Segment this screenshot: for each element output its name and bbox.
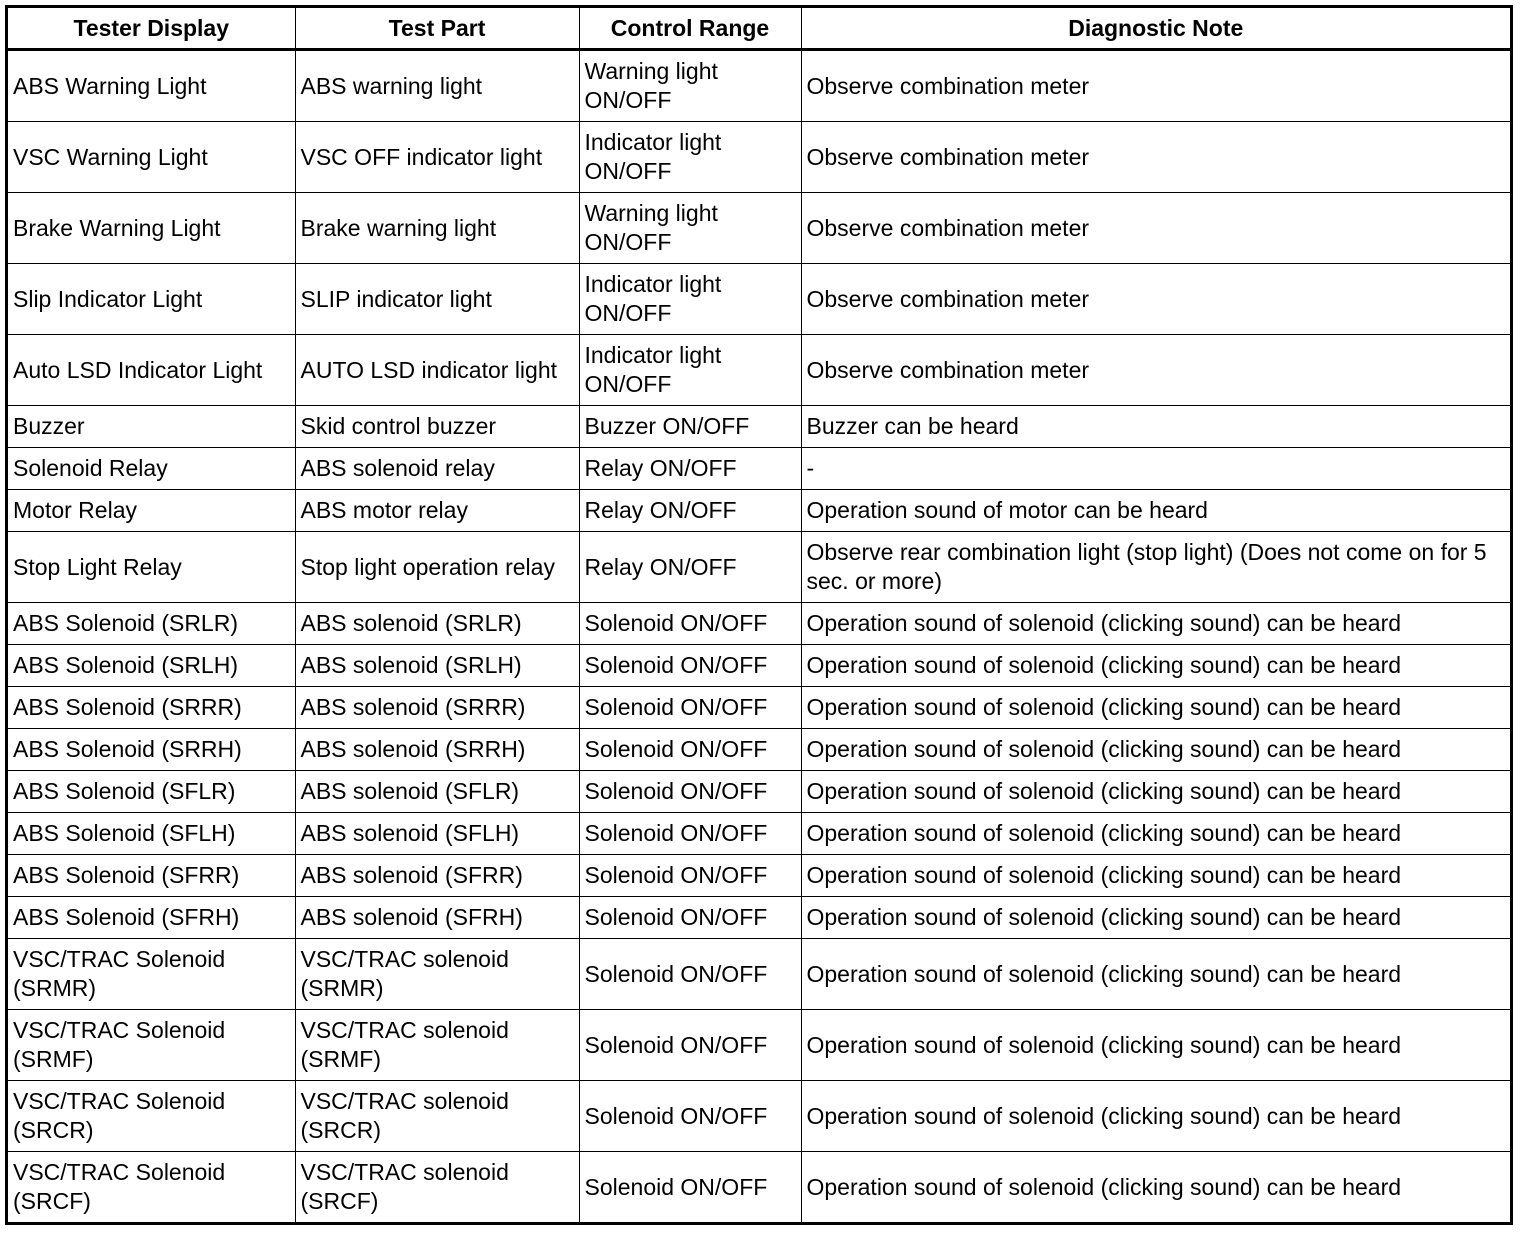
cell-control-range: Warning light ON/OFF (579, 193, 801, 264)
cell-tester-display: Stop Light Relay (8, 532, 295, 603)
cell-tester-display: Buzzer (8, 406, 295, 448)
cell-control-range: Buzzer ON/OFF (579, 406, 801, 448)
cell-tester-display: ABS Solenoid (SRLH) (8, 645, 295, 687)
cell-tester-display: ABS Solenoid (SRLR) (8, 603, 295, 645)
cell-diagnostic-note: Operation sound of solenoid (clicking sound) can be heard (801, 1152, 1510, 1223)
cell-test-part: VSC OFF indicator light (295, 122, 579, 193)
cell-test-part: ABS warning light (295, 50, 579, 122)
cell-tester-display: ABS Solenoid (SRRH) (8, 729, 295, 771)
table-row (8, 1081, 1510, 1152)
cell-diagnostic-note: Operation sound of solenoid (clicking sound) can be heard (801, 1081, 1510, 1152)
table-row (8, 532, 1510, 603)
cell-diagnostic-note: Operation sound of solenoid (clicking sound) can be heard (801, 603, 1510, 645)
cell-diagnostic-note: Observe combination meter (801, 193, 1510, 264)
table-body (8, 50, 1510, 1223)
cell-test-part: Brake warning light (295, 193, 579, 264)
cell-test-part: ABS solenoid (SRLR) (295, 603, 579, 645)
header-diagnostic-note: Diagnostic Note (801, 8, 1510, 50)
cell-diagnostic-note: Operation sound of solenoid (clicking sound) can be heard (801, 813, 1510, 855)
table-row (8, 813, 1510, 855)
cell-tester-display: ABS Solenoid (SFRR) (8, 855, 295, 897)
cell-control-range: Solenoid ON/OFF (579, 897, 801, 939)
cell-tester-display: Solenoid Relay (8, 448, 295, 490)
cell-test-part: ABS solenoid (SFRR) (295, 855, 579, 897)
cell-control-range: Indicator light ON/OFF (579, 335, 801, 406)
cell-test-part: ABS solenoid (SRLH) (295, 645, 579, 687)
table-row (8, 50, 1510, 122)
cell-control-range: Relay ON/OFF (579, 490, 801, 532)
cell-control-range: Solenoid ON/OFF (579, 603, 801, 645)
cell-tester-display: Motor Relay (8, 490, 295, 532)
cell-control-range: Solenoid ON/OFF (579, 771, 801, 813)
cell-control-range: Solenoid ON/OFF (579, 729, 801, 771)
table-row (8, 193, 1510, 264)
cell-test-part: ABS solenoid (SRRR) (295, 687, 579, 729)
table-row (8, 406, 1510, 448)
cell-control-range: Solenoid ON/OFF (579, 1152, 801, 1223)
table-row (8, 771, 1510, 813)
table-row (8, 490, 1510, 532)
cell-diagnostic-note: Operation sound of solenoid (clicking sound) can be heard (801, 939, 1510, 1010)
table-row (8, 264, 1510, 335)
header-test-part: Test Part (295, 8, 579, 50)
cell-test-part: Stop light operation relay (295, 532, 579, 603)
cell-tester-display: VSC/TRAC Solenoid (SRCF) (8, 1152, 295, 1223)
cell-test-part: ABS solenoid relay (295, 448, 579, 490)
table-row (8, 335, 1510, 406)
cell-tester-display: VSC Warning Light (8, 122, 295, 193)
active-test-table (8, 8, 1510, 1222)
cell-control-range: Indicator light ON/OFF (579, 264, 801, 335)
header-control-range: Control Range (579, 8, 801, 50)
cell-diagnostic-note: Operation sound of solenoid (clicking sound) can be heard (801, 771, 1510, 813)
cell-diagnostic-note: Operation sound of solenoid (clicking sound) can be heard (801, 645, 1510, 687)
cell-diagnostic-note: Operation sound of solenoid (clicking sound) can be heard (801, 855, 1510, 897)
cell-diagnostic-note: Operation sound of solenoid (clicking sound) can be heard (801, 729, 1510, 771)
cell-tester-display: Auto LSD Indicator Light (8, 335, 295, 406)
table-row (8, 1010, 1510, 1081)
cell-test-part: ABS motor relay (295, 490, 579, 532)
cell-control-range: Solenoid ON/OFF (579, 687, 801, 729)
table-row (8, 603, 1510, 645)
cell-tester-display: ABS Solenoid (SFLR) (8, 771, 295, 813)
cell-diagnostic-note: Observe combination meter (801, 50, 1510, 122)
cell-control-range: Solenoid ON/OFF (579, 939, 801, 1010)
table-row (8, 645, 1510, 687)
table-row (8, 448, 1510, 490)
header-row (8, 8, 1510, 50)
table-row (8, 855, 1510, 897)
cell-diagnostic-note: Operation sound of solenoid (clicking sound) can be heard (801, 1010, 1510, 1081)
cell-control-range: Warning light ON/OFF (579, 50, 801, 122)
cell-diagnostic-note: Operation sound of motor can be heard (801, 490, 1510, 532)
cell-test-part: ABS solenoid (SFLH) (295, 813, 579, 855)
cell-diagnostic-note: Buzzer can be heard (801, 406, 1510, 448)
table-row (8, 122, 1510, 193)
cell-test-part: VSC/TRAC solenoid (SRCR) (295, 1081, 579, 1152)
cell-diagnostic-note: Observe rear combination light (stop light) (Does not come on for 5 sec. or more) (801, 532, 1510, 603)
cell-diagnostic-note: Observe combination meter (801, 264, 1510, 335)
cell-tester-display: ABS Solenoid (SFRH) (8, 897, 295, 939)
cell-control-range: Solenoid ON/OFF (579, 645, 801, 687)
cell-test-part: SLIP indicator light (295, 264, 579, 335)
cell-tester-display: ABS Solenoid (SRRR) (8, 687, 295, 729)
table-row (8, 687, 1510, 729)
table-row (8, 939, 1510, 1010)
cell-test-part: VSC/TRAC solenoid (SRMF) (295, 1010, 579, 1081)
cell-tester-display: ABS Warning Light (8, 50, 295, 122)
cell-control-range: Relay ON/OFF (579, 532, 801, 603)
cell-test-part: ABS solenoid (SFLR) (295, 771, 579, 813)
cell-diagnostic-note: - (801, 448, 1510, 490)
table-row (8, 1152, 1510, 1223)
active-test-table-frame (5, 5, 1513, 1225)
cell-diagnostic-note: Observe combination meter (801, 122, 1510, 193)
cell-test-part: Skid control buzzer (295, 406, 579, 448)
cell-control-range: Indicator light ON/OFF (579, 122, 801, 193)
cell-control-range: Solenoid ON/OFF (579, 855, 801, 897)
cell-test-part: ABS solenoid (SFRH) (295, 897, 579, 939)
cell-test-part: VSC/TRAC solenoid (SRCF) (295, 1152, 579, 1223)
cell-tester-display: Slip Indicator Light (8, 264, 295, 335)
cell-diagnostic-note: Operation sound of solenoid (clicking sound) can be heard (801, 687, 1510, 729)
cell-test-part: AUTO LSD indicator light (295, 335, 579, 406)
header-tester-display: Tester Display (8, 8, 295, 50)
cell-control-range: Relay ON/OFF (579, 448, 801, 490)
cell-diagnostic-note: Observe combination meter (801, 335, 1510, 406)
cell-test-part: ABS solenoid (SRRH) (295, 729, 579, 771)
cell-control-range: Solenoid ON/OFF (579, 813, 801, 855)
cell-tester-display: ABS Solenoid (SFLH) (8, 813, 295, 855)
cell-control-range: Solenoid ON/OFF (579, 1081, 801, 1152)
cell-tester-display: VSC/TRAC Solenoid (SRCR) (8, 1081, 295, 1152)
table-row (8, 729, 1510, 771)
cell-diagnostic-note: Operation sound of solenoid (clicking sound) can be heard (801, 897, 1510, 939)
cell-control-range: Solenoid ON/OFF (579, 1010, 801, 1081)
cell-tester-display: Brake Warning Light (8, 193, 295, 264)
cell-test-part: VSC/TRAC solenoid (SRMR) (295, 939, 579, 1010)
cell-tester-display: VSC/TRAC Solenoid (SRMR) (8, 939, 295, 1010)
table-row (8, 897, 1510, 939)
cell-tester-display: VSC/TRAC Solenoid (SRMF) (8, 1010, 295, 1081)
